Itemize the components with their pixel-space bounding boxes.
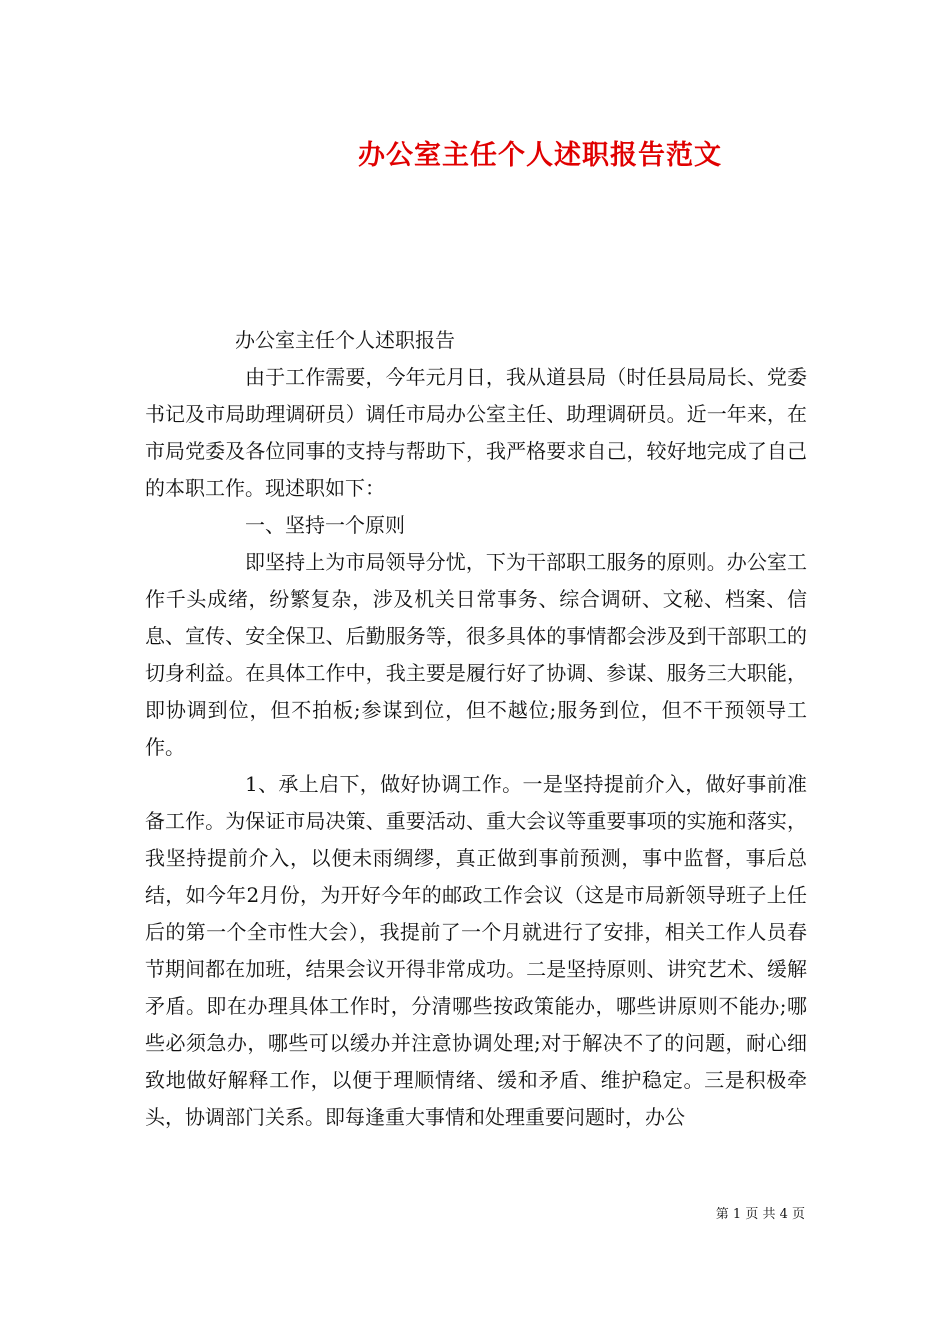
page-number: 第 1 页 共 4 页 <box>715 1207 805 1222</box>
paragraph-principle: 即坚持上为市局领导分忧，下为干部职工服务的原则。办公室工作千头成绪，纷繁复杂，涉及机关日常事务、综合调研、文秘、档案、信息、宣传、安全保卫、后勤服务等，很多具体的事情都会涉及到干部职工的切身利益。在具体工作中，我主要是履行好了协调、参谋、服务三大职能，即协调到位，但不拍板;参谋到位，但不越位;服务到位，但不干预领导工作。 <box>145 550 807 759</box>
document-subtitle: 办公室主任个人述职报告 <box>235 328 455 352</box>
document-title: 办公室主任个人述职报告范文 <box>358 140 722 171</box>
paragraph-intro: 由于工作需要，今年元月日，我从道县局（时任县局局长、党委书记及市局助理调研员）调任市局办公室主任、助理调研员。近一年来，在市局党委及各位同事的支持与帮助下，我严格要求自己，较好地完成了自己的本职工作。现述职如下： <box>145 365 807 500</box>
section-heading-1: 一、坚持一个原则 <box>245 513 405 537</box>
paragraph-coordination: 1、承上启下，做好协调工作。一是坚持提前介入，做好事前准备工作。为保证市局决策、重要活动、重大会议等重要事项的实施和落实，我坚持提前介入，以便未雨绸缪，真正做到事前预测，事中监督，事后总结，如今年2月份，为开好今年的邮政工作会议（这是市局新领导班子上任后的第一个全市性大会），我提前了一个月就进行了安排，相关工作人员春节期间都在加班，结果会议开得非常成功。二是坚持原则、讲究艺术、缓解矛盾。即在办理具体工作时，分清哪些按政策能办，哪些讲原则不能办;哪些必须急办，哪些可以缓办并注意协调处理;对于解决不了的问题，耐心细致地做好解释工作，以便于理顺情绪、缓和矛盾、维护稳定。三是积极牵头，协调部门关系。即每逢重大事情和处理重要问题时，办公 <box>145 772 807 1129</box>
document-body <box>145 322 807 1136</box>
